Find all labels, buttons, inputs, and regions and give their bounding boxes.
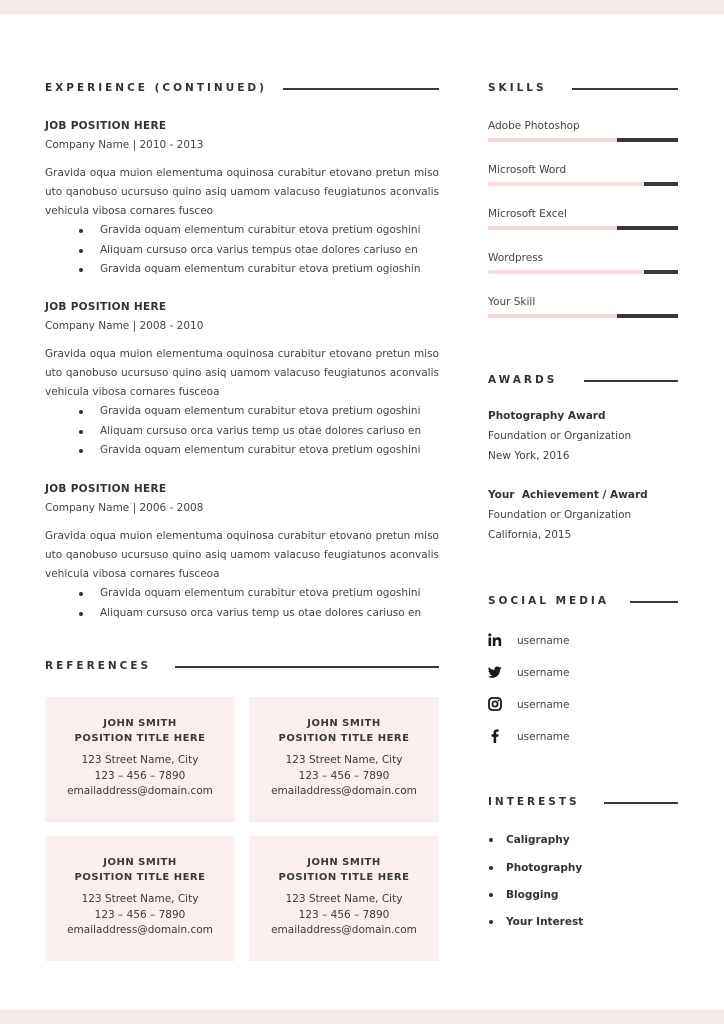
- skill-level-fill: [644, 182, 678, 186]
- award-title: Photography Award: [488, 410, 606, 422]
- reference-phone: 123 – 456 – 7890: [94, 769, 186, 782]
- skill-level-fill: [617, 226, 678, 230]
- reference-email: emailaddress@domain.com: [67, 785, 213, 797]
- job-description: Gravida oqua muion elementuma oquinosa curabitur etovano pretun miso uto qanobuso ucursuso quino asiq uamom valacuso feugiatunos aconvalis vehicula vibosa cornares fusceoa: [45, 348, 439, 398]
- job-company: Company Name | 2010 - 2013: [45, 139, 204, 151]
- skill-item: [488, 119, 678, 142]
- job-bullets: [45, 402, 439, 461]
- job-bullets: [45, 584, 439, 623]
- reference-card: [45, 697, 235, 822]
- reference-name: JOHN SMITH: [307, 718, 381, 729]
- bullet-dot: [489, 838, 493, 842]
- reference-phone: 123 – 456 – 7890: [94, 908, 186, 921]
- social-username: username: [517, 635, 570, 647]
- experience-heading-rule: [283, 88, 439, 90]
- skill-item: [488, 295, 678, 318]
- reference-address: 123 Street Name, City: [285, 893, 403, 905]
- skill-label: Microsoft Word: [488, 164, 567, 176]
- job-company: Company Name | 2006 - 2008: [45, 502, 204, 514]
- skill-level-bar: [488, 138, 678, 142]
- social-media-section-header: [488, 594, 678, 610]
- bullet-dot: [79, 229, 83, 233]
- social-media-heading-rule: [630, 601, 678, 603]
- references-section-header: [45, 659, 439, 675]
- skill-level-fill: [617, 138, 678, 142]
- awards-heading: AWARDS: [488, 374, 558, 386]
- reference-name: JOHN SMITH: [307, 857, 381, 868]
- reference-name: JOHN SMITH: [103, 857, 177, 868]
- social-media-heading: SOCIAL MEDIA: [488, 595, 609, 607]
- reference-phone: 123 – 456 – 7890: [298, 908, 390, 921]
- interests-heading: INTERESTS: [488, 796, 580, 808]
- bullet-dot: [79, 592, 83, 596]
- interest-label: Photography: [506, 862, 583, 874]
- reference-email: emailaddress@domain.com: [67, 924, 213, 936]
- job-bullet: Gravida oquam elementum curabitur etova pretium ogoshini: [45, 221, 439, 241]
- job-bullet: Aliquam cursuso orca varius tempus otae dolores cariuso en: [45, 241, 439, 261]
- skill-label: Your Skill: [488, 296, 536, 308]
- skill-level-bar: [488, 270, 678, 274]
- social-instagram[interactable]: [488, 697, 678, 713]
- twitter-icon: [488, 665, 502, 679]
- bullet-dot: [489, 866, 493, 870]
- skill-label: Microsoft Excel: [488, 208, 567, 220]
- skill-label: Adobe Photoshop: [488, 120, 580, 132]
- bullet-dot: [489, 893, 493, 897]
- interest-label: Caligraphy: [506, 834, 570, 846]
- social-twitter[interactable]: [488, 665, 678, 681]
- job-bullet: Gravida oquam elementum curabitur etova pretium ogoshini: [45, 441, 439, 461]
- interest-label: Your Interest: [506, 916, 584, 928]
- reference-email: emailaddress@domain.com: [271, 924, 417, 936]
- job-title: JOB POSITION HERE: [45, 301, 167, 313]
- job-bullet: Gravida oquam elementum curabitur etova pretium ogoshini: [45, 402, 439, 422]
- bullet-dot: [79, 430, 83, 434]
- skill-item: [488, 251, 678, 274]
- reference-email: emailaddress@domain.com: [271, 785, 417, 797]
- experience-heading: EXPERIENCE (CONTINUED): [45, 82, 267, 94]
- reference-card: [45, 836, 235, 961]
- job-bullet: Gravida oquam elementum curabitur etova pretium ogoshini: [45, 584, 439, 604]
- award-entry: [488, 406, 688, 466]
- job-entry: [45, 482, 439, 623]
- social-username: username: [517, 699, 570, 711]
- job-title: JOB POSITION HERE: [45, 120, 167, 132]
- experience-section-header: [45, 81, 439, 97]
- job-entry: [45, 300, 439, 461]
- reference-address: 123 Street Name, City: [81, 893, 199, 905]
- skill-level-bar: [488, 226, 678, 230]
- interests-section-header: [488, 795, 678, 811]
- references-heading: REFERENCES: [45, 660, 152, 672]
- skill-level-bar: [488, 182, 678, 186]
- reference-position: POSITION TITLE HERE: [74, 733, 206, 744]
- skill-item: [488, 163, 678, 186]
- skills-section-header: [488, 81, 678, 97]
- job-description: Gravida oqua muion elementuma oquinosa curabitur etovano pretun miso uto qanobuso ucursuso quino asiq uamom valacuso feugiatunos aconvalis vehicula vibosa cornares fusceoa: [45, 530, 439, 580]
- reference-address: 123 Street Name, City: [285, 754, 403, 766]
- interest-item: [488, 832, 678, 848]
- award-organization: Foundation or Organization: [488, 509, 632, 521]
- bottom-decorative-band: [0, 1010, 724, 1024]
- reference-position: POSITION TITLE HERE: [278, 872, 410, 883]
- skill-level-bar: [488, 314, 678, 318]
- top-decorative-band: [0, 0, 724, 14]
- skill-level-fill: [644, 270, 678, 274]
- social-facebook[interactable]: [488, 729, 678, 745]
- job-entry: [45, 119, 439, 280]
- social-username: username: [517, 667, 570, 679]
- skill-label: Wordpress: [488, 252, 544, 264]
- interest-item: [488, 860, 678, 876]
- job-description: Gravida oqua muion elementuma oquinosa curabitur etovano pretun miso uto qanobuso ucursuso quino asiq uamom valacuso feugiatunos aconvalis vehicula vibosa cornares fusceo: [45, 167, 439, 217]
- linkedin-icon: [488, 633, 502, 647]
- skill-item: [488, 207, 678, 230]
- reference-position: POSITION TITLE HERE: [278, 733, 410, 744]
- awards-section-header: [488, 373, 678, 389]
- job-bullet: Aliquam cursuso orca varius temp us otae dolores cariuso en: [45, 604, 439, 624]
- job-bullet: Gravida oquam elementum curabitur etova pretium ogioshin: [45, 260, 439, 280]
- awards-heading-rule: [584, 380, 678, 382]
- reference-card: [249, 697, 439, 822]
- interest-item: [488, 914, 678, 930]
- reference-address: 123 Street Name, City: [81, 754, 199, 766]
- award-organization: Foundation or Organization: [488, 430, 632, 442]
- skills-heading-rule: [572, 88, 678, 90]
- award-location: New York, 2016: [488, 450, 570, 462]
- skills-heading: SKILLS: [488, 82, 547, 94]
- award-title: Your Achievement / Award: [488, 489, 648, 501]
- job-bullets: [45, 221, 439, 280]
- reference-card: [249, 836, 439, 961]
- job-title: JOB POSITION HERE: [45, 483, 167, 495]
- bullet-dot: [79, 268, 83, 272]
- interest-item: [488, 887, 678, 903]
- job-bullet: Aliquam cursuso orca varius temp us otae dolores cariuso en: [45, 422, 439, 442]
- facebook-icon: [488, 729, 502, 743]
- bullet-dot: [79, 410, 83, 414]
- interests-heading-rule: [604, 802, 678, 804]
- instagram-icon: [488, 697, 502, 711]
- bullet-dot: [79, 249, 83, 253]
- award-entry: [488, 485, 688, 545]
- bullet-dot: [79, 612, 83, 616]
- bullet-dot: [79, 449, 83, 453]
- references-heading-rule: [175, 666, 439, 668]
- reference-position: POSITION TITLE HERE: [74, 872, 206, 883]
- award-location: California, 2015: [488, 529, 572, 541]
- social-linkedin[interactable]: [488, 633, 678, 649]
- reference-name: JOHN SMITH: [103, 718, 177, 729]
- bullet-dot: [489, 920, 493, 924]
- job-company: Company Name | 2008 - 2010: [45, 320, 204, 332]
- reference-phone: 123 – 456 – 7890: [298, 769, 390, 782]
- skill-level-fill: [617, 314, 678, 318]
- social-username: username: [517, 731, 570, 743]
- interest-label: Blogging: [506, 889, 559, 901]
